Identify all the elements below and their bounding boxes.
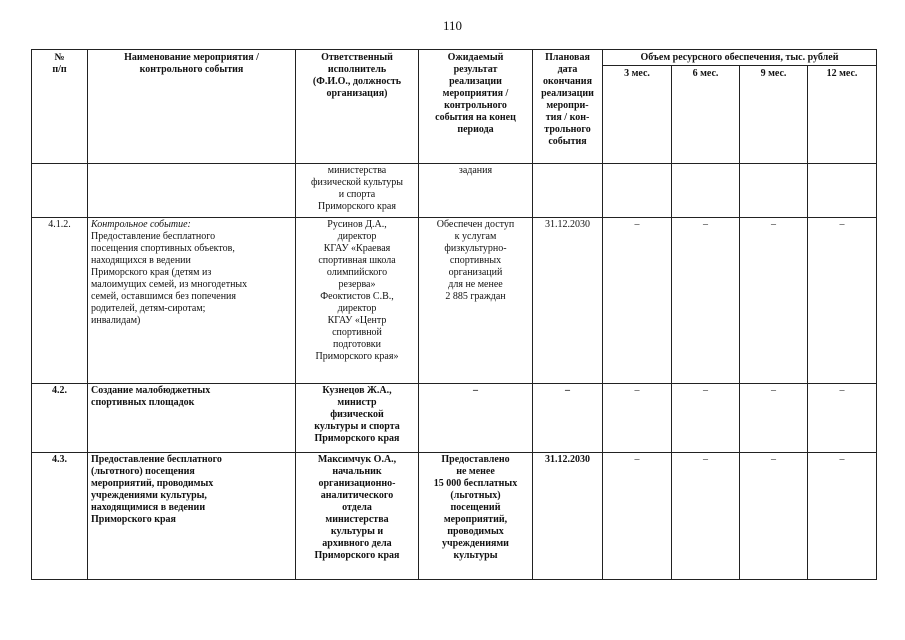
header-month-12: 12 мес. (808, 66, 877, 164)
responsible-line: Максимчук О.А., (317, 454, 397, 465)
header-num (32, 50, 88, 164)
activity-name-line: Приморского края (детям из (91, 267, 212, 278)
row-planned-date: 31.12.2030 (533, 218, 603, 384)
row-resource-6-months (672, 164, 740, 218)
responsible-line: министр (337, 397, 377, 408)
responsible-line: резерва» (338, 279, 376, 290)
expected-result-line: культуры (453, 550, 498, 561)
row-activity-name (88, 453, 296, 580)
header-resources: Объем ресурсного обеспечения, тыс. рублей (603, 50, 877, 66)
row-resource-12-months (808, 164, 877, 218)
expected-result-line: Предоставлено (441, 454, 510, 465)
row-number: 4.3. (32, 453, 88, 580)
row-number: 4.1.2. (32, 218, 88, 384)
header-line: организация) (326, 88, 388, 99)
header-line: Ответственный (321, 52, 393, 63)
row-activity-name (88, 218, 296, 384)
header-month-6: 6 мес. (672, 66, 740, 164)
responsible-line: организационно- (318, 478, 396, 489)
row-resource-9-months: – (740, 218, 808, 384)
expected-result-line: 15 000 бесплатных (433, 478, 518, 489)
row-resource-9-months: – (740, 453, 808, 580)
table-row (32, 164, 877, 218)
activity-name-line: инвалидам) (91, 315, 141, 326)
header-line: Ожидаемый (447, 52, 504, 63)
activity-name-line: Создание малобюджетных (91, 385, 211, 396)
header-line: окончания (543, 76, 592, 87)
responsible-line: физической культуры (311, 177, 403, 188)
responsible-line: Приморского края» (315, 351, 399, 362)
header-line: тия / кон- (545, 112, 590, 123)
expected-result-line: спортивных (449, 255, 502, 266)
row-resource-12-months: – (808, 453, 877, 580)
header-line: реализации (541, 88, 594, 99)
responsible-line: Русинов Д.А., (327, 219, 387, 230)
expected-result-line: – (473, 385, 478, 396)
expected-result-line: не менее (456, 466, 495, 477)
row-expected-result (419, 384, 533, 453)
row-resource-3-months: – (603, 218, 672, 384)
row-number (32, 164, 88, 218)
header-responsible (296, 50, 419, 164)
header-line: (Ф.И.О., должность (312, 76, 402, 87)
header-planned-date (533, 50, 603, 164)
responsible-line: Кузнецов Ж.А., (322, 385, 392, 396)
activity-name-line: спортивных площадок (91, 397, 195, 408)
activity-name-line: находящихся в ведении (91, 255, 191, 266)
header-line: контрольного (444, 100, 507, 111)
expected-result-line: учреждениями (442, 538, 509, 549)
row-responsible (296, 384, 419, 453)
responsible-line: архивного дела (322, 538, 392, 549)
activity-name-line: семей, оставшимся без попечения (91, 291, 237, 302)
table-body (32, 164, 877, 580)
row-resource-3-months (603, 164, 672, 218)
activity-name-line: малоимущих семей, из многодетных (91, 279, 248, 290)
header-line: меропри- (546, 100, 589, 111)
row-responsible (296, 453, 419, 580)
expected-result-line: посещений (450, 502, 501, 513)
header-line: результат (453, 64, 498, 75)
expected-result-line: к услугам (454, 231, 497, 242)
row-expected-result (419, 164, 533, 218)
responsible-line: КГАУ «Центр (327, 315, 387, 326)
responsible-line: отдела (342, 502, 372, 513)
row-resource-3-months: – (603, 453, 672, 580)
responsible-line: министерства (327, 165, 387, 176)
activity-name-line: Предоставление бесплатного (91, 454, 222, 465)
expected-result-line: для не менее (448, 279, 503, 290)
responsible-line: министерства (325, 514, 389, 525)
header-line: мероприятия / (442, 88, 509, 99)
responsible-line: Приморского края (314, 433, 400, 444)
expected-result-line: проводимых (447, 526, 504, 537)
row-resource-12-months: – (808, 218, 877, 384)
row-responsible (296, 218, 419, 384)
responsible-line: Феоктистов С.В., (320, 291, 394, 302)
expected-result-line: мероприятий, (443, 514, 508, 525)
row-resource-12-months: – (808, 384, 877, 453)
row-expected-result (419, 453, 533, 580)
activity-name-line: (льготного) посещения (91, 466, 195, 477)
plan-table (31, 49, 877, 580)
row-expected-result (419, 218, 533, 384)
header-month-9: 9 мес. (740, 66, 808, 164)
activity-name-line: находящимися в ведении (91, 502, 206, 513)
header-line: контрольного события (139, 64, 244, 75)
activity-name-line: Приморского края (91, 514, 176, 525)
row-planned-date: – (533, 384, 603, 453)
expected-result-line: задания (458, 165, 493, 176)
row-resource-6-months: – (672, 218, 740, 384)
responsible-line: Приморского края (314, 550, 400, 561)
responsible-line: аналитического (320, 490, 394, 501)
row-number: 4.2. (32, 384, 88, 453)
control-event-label: Контрольное событие: (91, 219, 191, 230)
responsible-line: директор (337, 231, 377, 242)
expected-result-line: 2 885 граждан (445, 291, 506, 302)
responsible-line: директор (337, 303, 377, 314)
page-number: 110 (442, 18, 463, 33)
row-resource-6-months: – (672, 384, 740, 453)
responsible-line: культуры и (330, 526, 384, 537)
row-responsible (296, 164, 419, 218)
row-resource-9-months (740, 164, 808, 218)
header-line: исполнитель (327, 64, 387, 75)
activity-name-line: учреждениями культуры, (91, 490, 207, 501)
expected-result-line: организаций (448, 267, 503, 278)
activity-name-line: мероприятий, проводимых (91, 478, 214, 489)
header-line: Наименование мероприятия / (124, 52, 259, 63)
responsible-line: олимпийского (326, 267, 388, 278)
responsible-line: подготовки (332, 339, 382, 350)
header-line: периода (457, 124, 494, 135)
header-name (88, 50, 296, 164)
responsible-line: культуры и спорта (314, 421, 400, 432)
header-line: события (548, 136, 587, 147)
row-resource-3-months: – (603, 384, 672, 453)
header-line: события на конец (435, 112, 516, 123)
header-line: п/п (52, 64, 67, 75)
activity-name-line: посещения спортивных объектов, (91, 243, 235, 254)
row-resource-6-months: – (672, 453, 740, 580)
header-line: Плановая (545, 52, 590, 63)
row-activity-name (88, 384, 296, 453)
responsible-line: КГАУ «Краевая (323, 243, 391, 254)
header-line: трольного (544, 124, 591, 135)
row-planned-date: 31.12.2030 (533, 453, 603, 580)
responsible-line: начальник (332, 466, 382, 477)
table-row (32, 453, 877, 580)
header-month-3: 3 мес. (603, 66, 672, 164)
row-planned-date (533, 164, 603, 218)
activity-name-line: родителей, детям-сиротам; (91, 303, 206, 314)
table-row (32, 218, 877, 384)
header-expected (419, 50, 533, 164)
responsible-line: Приморского края (318, 201, 396, 212)
responsible-line: спортивной (332, 327, 382, 338)
responsible-line: физической (330, 409, 384, 420)
table-row (32, 384, 877, 453)
header-line: № (54, 52, 65, 63)
expected-result-line: физкультурно- (444, 243, 507, 254)
row-activity-name (88, 164, 296, 218)
header-line: реализации (449, 76, 502, 87)
row-resource-9-months: – (740, 384, 808, 453)
expected-result-line: (льготных) (450, 490, 501, 501)
responsible-line: и спорта (338, 189, 376, 200)
activity-name-line: Предоставление бесплатного (91, 231, 216, 242)
expected-result-line: Обеспечен доступ (436, 219, 515, 230)
responsible-line: спортивная школа (318, 255, 396, 266)
header-line: дата (557, 64, 578, 75)
